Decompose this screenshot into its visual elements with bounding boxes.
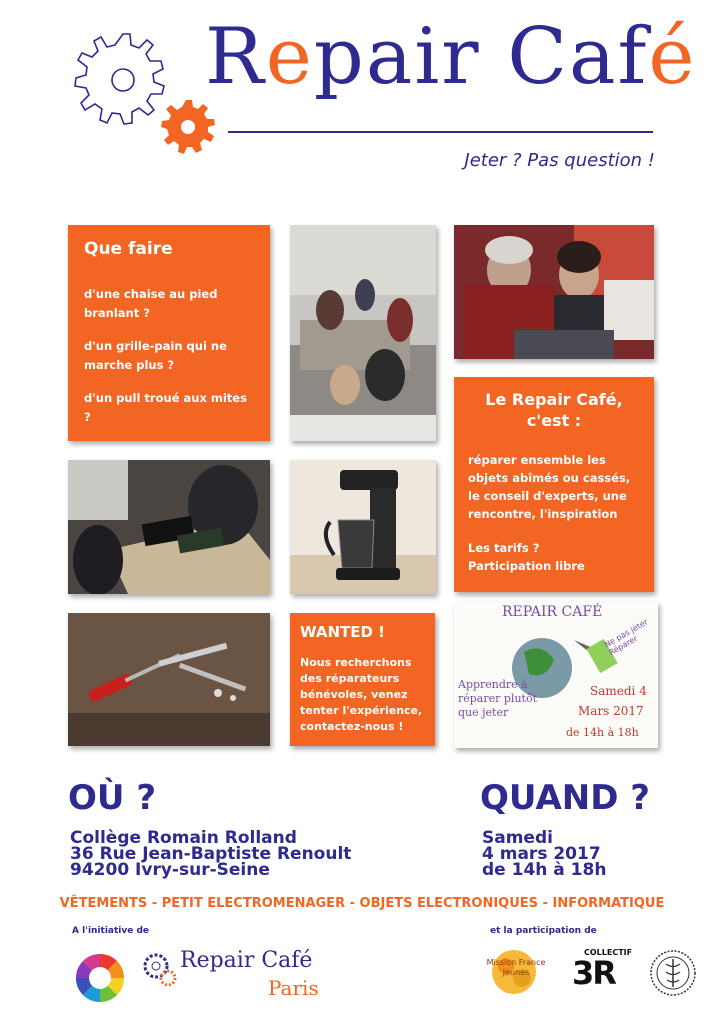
repair-cafe-paris-logo-line2: Paris [268, 976, 319, 1000]
que-faire-box [68, 225, 270, 441]
address-line: 36 Rue Jean-Baptiste Renoult [70, 844, 352, 864]
definition-text: réparer ensemble les objets abîmés ou cassés, le conseil d'experts, une rencontre, l'inspiration [468, 453, 631, 521]
tagline: Jeter ? Pas question ! [464, 150, 655, 171]
date-line: de 14h à 18h [482, 860, 607, 880]
sketch-badge: Ne pas jeter Réparer [602, 617, 650, 658]
tarifs-line1: Les tarifs ? [468, 541, 540, 555]
sketch-date-line1: Samedi 4 [590, 684, 647, 698]
definition-heading-line1: Le Repair Café, [485, 390, 623, 409]
photo-tools [68, 613, 270, 746]
repair-cafe-paris-logo-line1: Repair Café [180, 948, 313, 973]
collectif-3r-label: COLLECTIF [584, 948, 633, 957]
photo-sewing [454, 225, 654, 359]
sketch-title: REPAIR CAFÉ [502, 604, 603, 620]
categories-line: VÊTEMENTS - PETIT ELECTROMENAGER - OBJETS ELECTRONIQUES - INFORMATIQUE [59, 896, 665, 911]
wanted-box [290, 613, 435, 746]
repair-cafe-paris-gear-icon [140, 950, 180, 990]
address-line: 94200 Ivry-sur-Seine [70, 860, 270, 880]
tarifs-text [468, 539, 640, 575]
photo-coffee-maker [290, 460, 436, 594]
title-underline [228, 131, 653, 133]
que-faire-item: d'un grille-pain qui ne marche plus ? [84, 339, 227, 372]
date-line: 4 mars 2017 [482, 844, 601, 864]
mission-france-jeunes-text: Mission France Jeunes [486, 958, 546, 977]
collectif-3r-logo: 3R [572, 954, 615, 992]
wanted-heading: WANTED ! [300, 623, 386, 641]
page-title: Repair Café [205, 12, 697, 102]
photo-electronics [68, 460, 270, 594]
initiative-label: A l'initiative de [72, 926, 150, 936]
participation-label: et la participation de [490, 926, 597, 936]
sketch-time: de 14h à 18h [566, 726, 639, 739]
ou-heading: OÙ ? [68, 778, 157, 818]
sketch-date-line2: Mars 2017 [578, 704, 644, 718]
wanted-text: Nous recherchons des réparateurs bénévoles, venez tenter l'expérience, contactez-nous ! [300, 656, 423, 733]
address-line: Collège Romain Rolland [70, 828, 297, 848]
tarifs-line2: Participation libre [468, 559, 585, 573]
color-wheel-logo [70, 948, 130, 1008]
photo-workshop-room [290, 225, 436, 441]
sketch-poster [454, 602, 658, 748]
quand-heading: QUAND ? [480, 778, 651, 818]
que-faire-item: d'une chaise au pied branlant ? [84, 287, 218, 320]
que-faire-heading: Que faire [84, 239, 173, 259]
date-line: Samedi [482, 828, 553, 848]
repair-cafe-definition-box [454, 377, 654, 592]
gear-icon-small [160, 98, 218, 156]
caduceus-seal-logo [648, 948, 698, 998]
que-faire-item: d'un pull troué aux mites ? [84, 391, 247, 424]
sketch-left-text: Apprendre à réparer plutôt que jeter [458, 678, 537, 719]
definition-heading-line2: c'est : [526, 411, 582, 430]
definition-heading [468, 389, 640, 431]
